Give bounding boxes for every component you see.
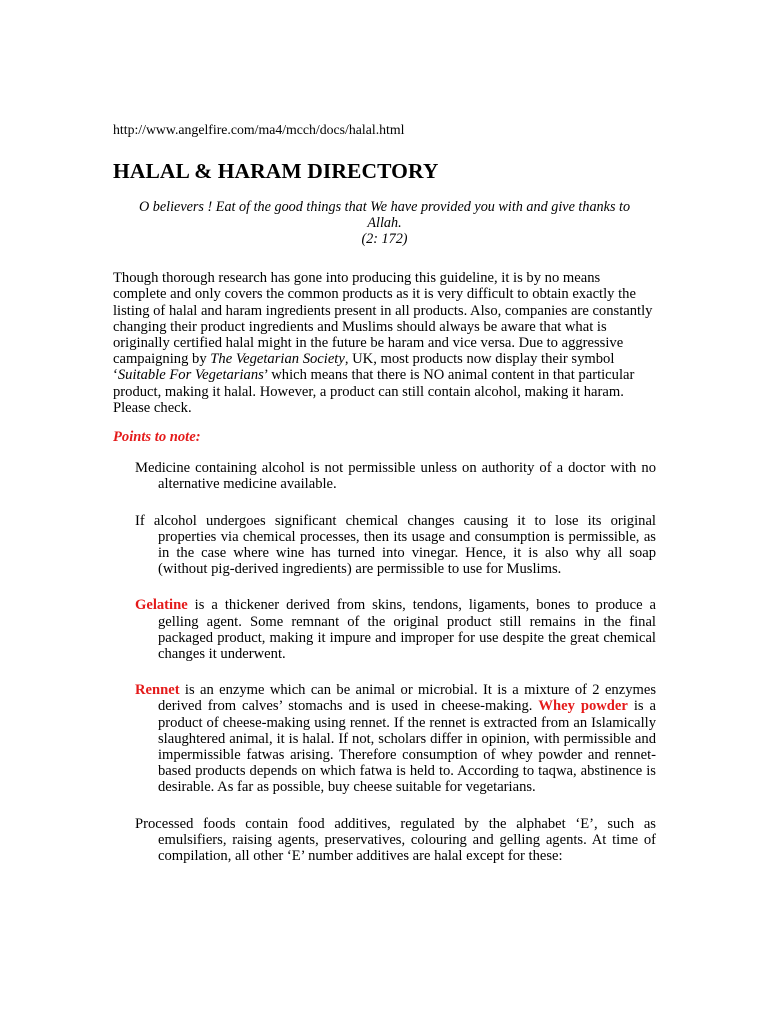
point-medicine-text: Medicine containing alcohol is not permissible unless on authority of a doctor with no alternative medicine available. xyxy=(135,460,656,493)
gelatine-term: Gelatine xyxy=(135,597,188,614)
source-url: http://www.angelfire.com/ma4/mcch/docs/halal.html xyxy=(113,122,405,137)
point-processed-foods xyxy=(135,816,656,865)
gelatine-text: is a thickener derived from skins, tendons, ligaments, bones to produce a gelling agent. Some remnant of the original product still remains in the final packaged product, making it impure and improper for use despite the great chemical changes it underwent. xyxy=(158,597,656,663)
verse-line-1: O believers ! Eat of the good things that We have provided you with and give thanks to xyxy=(138,199,631,216)
rennet-term: Rennet xyxy=(135,682,180,699)
point-gelatine xyxy=(135,597,656,662)
intro-text-1: Though thorough research has gone into producing this guideline, it is by no means complete and only covers the common products as it is very difficult to obtain exactly the listing of halal and haram ingredients present in all products. Also, companies are constantly changing their product ingredients and Muslims should always be aware that what is originally certified halal might in the future be haram and vice versa. Due to aggressive campaigning by xyxy=(113,270,653,368)
verse-line-2: Allah. xyxy=(367,215,402,232)
vegetarian-symbol-name: Suitable For Vegetarians xyxy=(117,367,264,384)
point-medicine xyxy=(135,460,656,492)
intro-paragraph xyxy=(113,270,656,416)
verse-reference: (2: 172) xyxy=(361,231,408,248)
whey-powder-term: Whey powder xyxy=(538,698,628,715)
point-rennet xyxy=(135,682,656,795)
rennet-text-2: is a product of cheese-making using rennet. If the rennet is extracted from an Islamically slaughtered animal, it is halal. If not, scholars differ in opinion, with permissible and impermissible fatwas arising. Therefore consumption of whey powder and rennet-based products depends on which fatwa is held to. According to taqwa, abstinence is desirable. As far as possible, buy cheese suitable for vegetarians. xyxy=(158,698,656,796)
points-heading: Points to note: xyxy=(113,429,201,446)
page-title: HALAL & HARAM DIRECTORY xyxy=(113,159,439,184)
verse-quote xyxy=(113,199,656,247)
rennet-text-1: is an enzyme which can be animal or microbial. It is a mixture of 2 enzymes derived from calves’ stomachs and is used in cheese-making. xyxy=(158,682,656,715)
point-alcohol-text: If alcohol undergoes significant chemical changes causing it to lose its original properties via chemical processes, then its usage and consumption is permissible, as in the case where wine has turned into vinegar. Hence, it is also why all soap (without pig-derived ingredients) are permissible to use for Muslims. xyxy=(135,512,656,578)
point-alcohol xyxy=(135,513,656,578)
intro-text-3: ’ which means that there is NO animal content in that particular product, making it halal. However, a product can still contain alcohol, making it haram. Please check. xyxy=(113,367,635,416)
point-processed-text: Processed foods contain food additives, regulated by the alphabet ‘E’, such as emulsifiers, raising agents, preservatives, colouring and gelling agents. At time of compilation, all other ‘E’ number additives are halal except for these: xyxy=(135,815,656,865)
vegetarian-society-name: The Vegetarian Society xyxy=(210,351,345,368)
intro-text-2: , UK, most products now display their symbol ‘ xyxy=(113,351,615,384)
